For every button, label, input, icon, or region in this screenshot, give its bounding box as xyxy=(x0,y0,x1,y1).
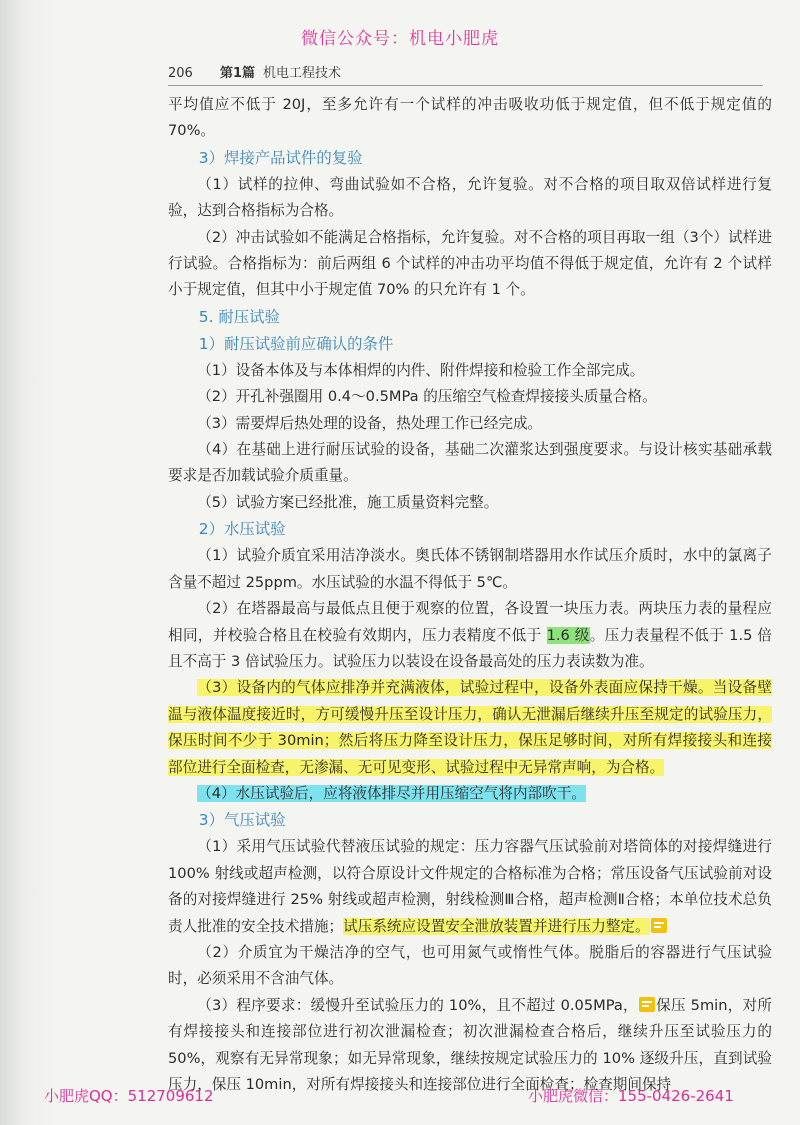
pneumatic-3-text-b: ，对所有焊接接头和连接部位进行初次泄漏检查；初次泄漏检查合格后，继续升压至试验压力的 50%，观察有无异常现象；如无异常现象，继续按规定试验压力的 10% 逐级升压，直到试验压力，保压 10min，对所有焊接接头和连接部位进行全面检查；检查期间保持 xyxy=(168,996,772,1093)
paragraph-hydro-3 xyxy=(168,675,772,781)
paragraph-hydro-4 xyxy=(168,781,772,807)
paragraph-pneumatic-2: （2）介质宜为干燥洁净的空气，也可用氮气或惰性气体。脱脂后的容器进行气压试验时，必须采用不含油气体。 xyxy=(168,943,772,988)
heading-pressure-test: 5. 耐压试验 xyxy=(198,307,280,326)
hydro-2-text-b: 。压力表量程不低于 1.5 倍且不高于 3 倍试验压力。试验压力以装设在设备最高处的压力表读数为准。 xyxy=(168,626,772,670)
highlight-cyan[interactable]: （4）水压试验后，应将液体排尽并用压缩空气将内部吹干。 xyxy=(197,784,586,802)
heading-hydro-test: 2）水压试验 xyxy=(198,520,286,539)
paragraph-cond-3: （3）需要焊后热处理的设备，热处理工作已经完成。 xyxy=(197,414,543,432)
paragraph-pneumatic-3 xyxy=(168,993,772,1099)
highlight-yellow-hydro-3[interactable]: （3）设备内的气体应排净并充满液体，试验过程中，设备外表面应保持干燥。当设备壁温与液体温度接近时，方可缓慢升压至设计压力，确认无泄漏后继续升压至规定的试验压力，保压时间不少于 30min；然后将压力降至设计压力，保压足够时间，对所有焊接接头和连接部位进行全面检查，无渗漏、无可见变形、试验过程中无异常声响，为合格。 xyxy=(168,679,772,776)
paragraph-continued: 平均值应不低于 20J，至多允许有一个试样的冲击吸收功低于规定值，但不低于规定值的 70%。 xyxy=(168,96,772,140)
paragraph-retest-1: （1）试样的拉伸、弯曲试验如不合格，允许复验。对不合格的项目取双倍试样进行复验，达到合格指标为合格。 xyxy=(168,175,772,220)
paragraph-hydro-2 xyxy=(168,596,772,675)
paragraph-pneumatic-1 xyxy=(168,834,772,940)
paragraph-cond-4: （4）在基础上进行耐压试验的设备，基础二次灌浆达到强度要求。与设计核实基础承载要求是否加载试验介质重量。 xyxy=(168,441,772,485)
hydro-2-text-a: （2）在塔器最高与最低点且便于观察的位置，各设置一块压力表。两块压力表的量程应相同，并校验合格且在校验有效期内，压力表精度不低于 xyxy=(168,600,772,644)
header-title: 机电工程技术 xyxy=(263,66,342,81)
comment-note-icon[interactable] xyxy=(651,918,667,933)
paragraph-hydro-1: （1）试验介质宜采用洁净淡水。奥氏体不锈钢制塔器用水作试压介质时，水中的氯离子含量不超过 25ppm。水压试验的水温不得低于 5℃。 xyxy=(168,547,772,591)
paragraph-cond-1: （1）设备本体及与本体相焊的内件、附件焊接和检验工作全部完成。 xyxy=(197,361,645,379)
pneumatic-1-text: （1）采用气压试验代替液压试验的规定：压力容器气压试验前对塔筒体的对接焊缝进行 100% 射线或超声检测，以符合原设计文件规定的合格标准为合格；常压设备气压试验前对设备的对接焊缝进行 25% 射线或超声检测，射线检测Ⅲ合格，超声检测Ⅱ合格；本单位技术总负责人批准的安全技术措施； xyxy=(168,838,772,935)
watermark-bottom-left: 小肥虎QQ：512709612 xyxy=(44,1087,214,1105)
watermark-bottom-right: 小肥虎微信：155-0426-2641 xyxy=(528,1087,734,1105)
paragraph-cond-5: （5）试验方案已经批准，施工质量资料完整。 xyxy=(197,493,499,511)
page-header xyxy=(168,62,763,86)
paragraph-cond-2: （2）开孔补强圈用 0.4～0.5MPa 的压缩空气检查焊接接头质量合格。 xyxy=(197,388,657,406)
heading-conditions: 1）耐压试验前应确认的条件 xyxy=(198,334,394,353)
highlight-yellow-pneumatic-1[interactable]: 试压系统应设置安全泄放装置并进行压力整定。 xyxy=(343,917,650,935)
watermark-top: 微信公众号：机电小肥虎 xyxy=(301,29,499,49)
heading-retest: 3）焊接产品试件的复验 xyxy=(198,148,363,167)
document-body xyxy=(168,92,772,1098)
paragraph-retest-2: （2）冲击试验如不能满足合格指标，允许复验。对不合格的项目再取一组（3个）试样进行试验。合格指标为：前后两组 6 个试样的冲击功平均值不得低于规定值，允许有 2 个试样小于规定值，但其中小于规定值 70% 的只允许有 1 个。 xyxy=(168,228,772,299)
pneumatic-3-text-a: （3）程序要求：缓慢升至试验压力的 10%，且不超过 0.05MPa， xyxy=(197,996,638,1014)
page-number: 206 xyxy=(168,66,193,81)
highlight-green[interactable]: 1.6 级 xyxy=(546,626,590,644)
header-section: 第1篇 xyxy=(220,66,256,81)
heading-pneumatic-test: 3）气压试验 xyxy=(198,811,286,830)
pneumatic-3-text-hold: 保压 5min xyxy=(655,996,728,1014)
comment-note-icon[interactable] xyxy=(639,997,655,1012)
